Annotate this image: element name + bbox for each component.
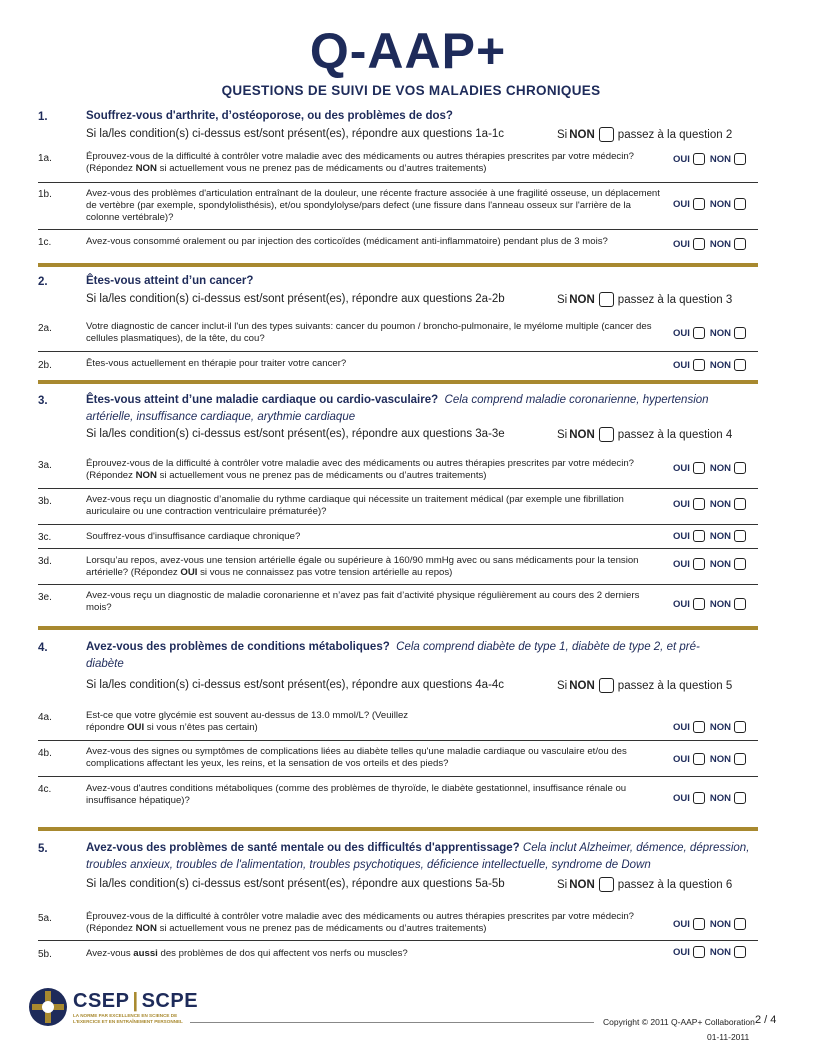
item-number: 3e. — [38, 592, 52, 603]
maple-leaf-icon — [28, 987, 68, 1027]
non-checkbox[interactable] — [734, 598, 746, 610]
non-checkbox[interactable] — [734, 753, 746, 765]
item-text: Lorsqu’au repos, avez-vous une tension artérielle égale ou supérieure à 160/90 mmHg avec ou sans médicaments pour la tension artérielle? (Répondez OUI si vous ne connaissez pas votre tension artérielle au repos) — [86, 555, 639, 578]
item-number: 3c. — [38, 532, 52, 543]
item-number: 3b. — [38, 496, 52, 507]
non-checkbox[interactable] — [734, 153, 746, 165]
non-checkbox[interactable] — [734, 498, 746, 510]
skip-checkbox[interactable] — [599, 292, 614, 307]
item-text: Éprouvez-vous de la difficulté à contrôler votre maladie avec des médicaments ou autres thérapies prescrites par votre médecin? (Répondez NON si actuellement vous ne prenez pas de médicaments ou d’autres traitements) — [86, 151, 635, 174]
section-number: 2. — [38, 276, 48, 288]
skip-checkbox[interactable] — [599, 127, 614, 142]
divider — [38, 488, 758, 489]
skip-instruction: Si NON passez à la question 2 — [557, 128, 733, 141]
oui-checkbox[interactable] — [693, 198, 705, 210]
answer-group: OUI NON — [673, 721, 751, 733]
answer-group: OUI NON — [673, 198, 751, 210]
item-number: 4a. — [38, 712, 52, 723]
item-text: Avez-vous des problèmes d'articulation entraînant de la douleur, une récente fracture associée à une fragilité osseuse, un déplacement de vertèbre (par exemple, spondylolisthésis), et/ou spondylolyse/pars defect (une fissure dans l'anneau osseux sur l'arrière de la colonne vertébrale)? — [86, 188, 660, 223]
section-instruction: Si la/les condition(s) ci-dessus est/sont présent(es), répondre aux questions 4a-4c — [86, 679, 505, 691]
section-divider — [38, 626, 758, 630]
skip-instruction: Si NON passez à la question 5 — [557, 679, 733, 692]
section-title: Êtes-vous atteint d’un cancer? — [86, 275, 254, 287]
oui-checkbox[interactable] — [693, 721, 705, 733]
item-number: 4b. — [38, 748, 52, 759]
answer-group: OUI NON — [673, 153, 751, 165]
divider — [38, 776, 758, 777]
answer-group: OUI NON — [673, 598, 751, 610]
skip-instruction: Si NON passez à la question 6 — [557, 878, 733, 891]
item-text: Souffrez-vous d'insuffisance cardiaque chronique? — [86, 531, 301, 542]
non-checkbox[interactable] — [734, 238, 746, 250]
item-text: Votre diagnostic de cancer inclut-il l'un des types suivants: cancer du poumon / broncho-pulmonaire, le myélome multiple (cancer des cellules plasmatiques), de la tête, du cou? — [86, 321, 652, 344]
item-number: 5a. — [38, 913, 52, 924]
answer-group: OUI NON — [673, 946, 751, 958]
answer-group: OUI NON — [673, 462, 751, 474]
oui-checkbox[interactable] — [693, 530, 705, 542]
divider — [38, 940, 758, 941]
divider — [38, 229, 758, 230]
non-checkbox[interactable] — [734, 359, 746, 371]
section-number: 3. — [38, 395, 48, 407]
oui-checkbox[interactable] — [693, 327, 705, 339]
item-text: Avez-vous aussi des problèmes de dos qui affectent vos nerfs ou muscles? — [86, 948, 408, 959]
section-divider — [38, 827, 758, 831]
oui-checkbox[interactable] — [693, 792, 705, 804]
logo-wordmark: CSEP | SCPE — [73, 990, 199, 1012]
item-text: Éprouvez-vous de la difficulté à contrôler votre maladie avec des médicaments ou autres thérapies prescrites par votre médecin? (Répondez NON si actuellement vous ne prenez pas de médicaments ou d’autres traitements) — [86, 911, 635, 934]
page-title: Q-AAP+ — [309, 23, 507, 79]
divider — [38, 584, 758, 585]
oui-checkbox[interactable] — [693, 598, 705, 610]
oui-checkbox[interactable] — [693, 238, 705, 250]
section-divider — [38, 263, 758, 267]
page-number: 2 / 4 — [755, 1014, 777, 1026]
section-divider — [38, 380, 758, 384]
item-number: 1a. — [38, 153, 52, 164]
item-number: 2a. — [38, 323, 52, 334]
non-checkbox[interactable] — [734, 946, 746, 958]
skip-checkbox[interactable] — [599, 877, 614, 892]
divider — [38, 524, 758, 525]
answer-group: OUI NON — [673, 558, 751, 570]
section-number: 1. — [38, 111, 48, 123]
item-number: 3d. — [38, 556, 52, 567]
answer-group: OUI NON — [673, 530, 751, 542]
oui-checkbox[interactable] — [693, 498, 705, 510]
skip-instruction: Si NON passez à la question 3 — [557, 293, 733, 306]
item-number: 1b. — [38, 189, 52, 200]
divider — [38, 182, 758, 183]
divider — [38, 740, 758, 741]
non-checkbox[interactable] — [734, 327, 746, 339]
divider — [38, 351, 758, 352]
item-text: Avez-vous consommé oralement ou par injection des corticoïdes (médicament anti-inflammatoire) pendant plus de 3 mois? — [86, 236, 608, 247]
section-instruction: Si la/les condition(s) ci-dessus est/sont présent(es), répondre aux questions 2a-2b — [86, 293, 505, 305]
divider — [38, 548, 758, 549]
non-checkbox[interactable] — [734, 198, 746, 210]
item-number: 5b. — [38, 949, 52, 960]
oui-checkbox[interactable] — [693, 946, 705, 958]
footer-line — [190, 1022, 594, 1023]
section-instruction: Si la/les condition(s) ci-dessus est/sont présent(es), répondre aux questions 1a-1c — [86, 128, 505, 140]
answer-group: OUI NON — [673, 792, 751, 804]
item-text: Avez-vous des signes ou symptômes de complications liées au diabète telles qu'une maladie cardiaque ou vasculaire et/ou des complications affectant les yeux, les reins, et la sensation de vos orteils et des pieds? — [86, 746, 627, 769]
answer-group: OUI NON — [673, 327, 751, 339]
answer-group: OUI NON — [673, 918, 751, 930]
non-checkbox[interactable] — [734, 721, 746, 733]
answer-group: OUI NON — [673, 498, 751, 510]
item-text: Avez-vous d'autres conditions métaboliques (comme des problèmes de thyroïde, le diabète gestationnel, insuffisance rénale ou insuffisance hépatique)? — [86, 783, 627, 806]
oui-checkbox[interactable] — [693, 918, 705, 930]
skip-instruction: Si NON passez à la question 4 — [557, 428, 733, 441]
non-checkbox[interactable] — [734, 558, 746, 570]
section-title: Avez-vous des problèmes de conditions métaboliques? Cela comprend diabète de type 1, diabète de type 2, et pré-diabète — [86, 641, 700, 670]
oui-checkbox[interactable] — [693, 153, 705, 165]
skip-checkbox[interactable] — [599, 678, 614, 693]
section-title: Êtes-vous atteint d’une maladie cardiaque ou cardio-vasculaire? Cela comprend maladie coronarienne, hypertension artérielle, insuffisance cardiaque, arythmie cardiaque — [86, 394, 709, 423]
oui-checkbox[interactable] — [693, 753, 705, 765]
non-checkbox[interactable] — [734, 462, 746, 474]
revision-date: 01-11-2011 — [707, 1032, 750, 1042]
item-text: Êtes-vous actuellement en thérapie pour traiter votre cancer? — [86, 358, 347, 369]
item-text: Avez-vous reçu un diagnostic d’anomalie du rythme cardiaque qui nécessite un traitement médical (par exemple une fibrillation auriculaire ou une contraction ventriculaire prématurée)? — [86, 494, 624, 517]
non-checkbox[interactable] — [734, 918, 746, 930]
section-title: Avez-vous des problèmes de santé mentale ou des difficultés d'apprentissage? Cela inclut Alzheimer, démence, dépression, troubles anxieux, troubles de l'alimentation, troubles psychotiques, déficience intellectuelle, syndrome de Down — [86, 842, 750, 871]
section-title: Souffrez-vous d'arthrite, d’ostéoporose, ou des problèmes de dos? — [86, 110, 453, 122]
section-number: 4. — [38, 642, 48, 654]
oui-checkbox[interactable] — [693, 359, 705, 371]
item-number: 2b. — [38, 360, 52, 371]
skip-checkbox[interactable] — [599, 427, 614, 442]
section-instruction: Si la/les condition(s) ci-dessus est/sont présent(es), répondre aux questions 5a-5b — [86, 878, 505, 890]
item-number: 4c. — [38, 784, 52, 795]
copyright: Copyright © 2011 Q-AAP+ Collaboration — [603, 1017, 755, 1027]
non-checkbox[interactable] — [734, 530, 746, 542]
item-text: Avez-vous reçu un diagnostic de maladie coronarienne et n’avez pas fait d’activité physique régulièrement au cours des 2 derniers mois? — [86, 590, 640, 613]
item-text: Est-ce que votre glycémie est souvent au-dessus de 13.0 mmol/L? (Veuillez répondre OUI si vous n’êtes pas certain) — [86, 710, 409, 733]
answer-group: OUI NON — [673, 359, 751, 371]
oui-checkbox[interactable] — [693, 558, 705, 570]
answer-group: OUI NON — [673, 753, 751, 765]
csep-logo — [28, 987, 198, 1027]
item-number: 1c. — [38, 237, 52, 248]
answer-group: OUI NON — [673, 238, 751, 250]
non-checkbox[interactable] — [734, 792, 746, 804]
item-text: Éprouvez-vous de la difficulté à contrôler votre maladie avec des médicaments ou autres thérapies prescrites par votre médecin? (Répondez NON si actuellement vous ne prenez pas de médicaments ou d’autres traitements) — [86, 458, 635, 481]
section-instruction: Si la/les condition(s) ci-dessus est/sont présent(es), répondre aux questions 3a-3e — [86, 428, 505, 440]
page-subtitle: QUESTIONS DE SUIVI DE VOS MALADIES CHRONIQUES — [221, 83, 601, 98]
item-number: 3a. — [38, 460, 52, 471]
oui-checkbox[interactable] — [693, 462, 705, 474]
logo-tagline: LA NORME PAR EXCELLENCE EN SCIENCE DE L'EXERCICE ET EN ENTRAÎNEMENT PERSONNEL — [73, 1013, 183, 1024]
section-number: 5. — [38, 843, 48, 855]
